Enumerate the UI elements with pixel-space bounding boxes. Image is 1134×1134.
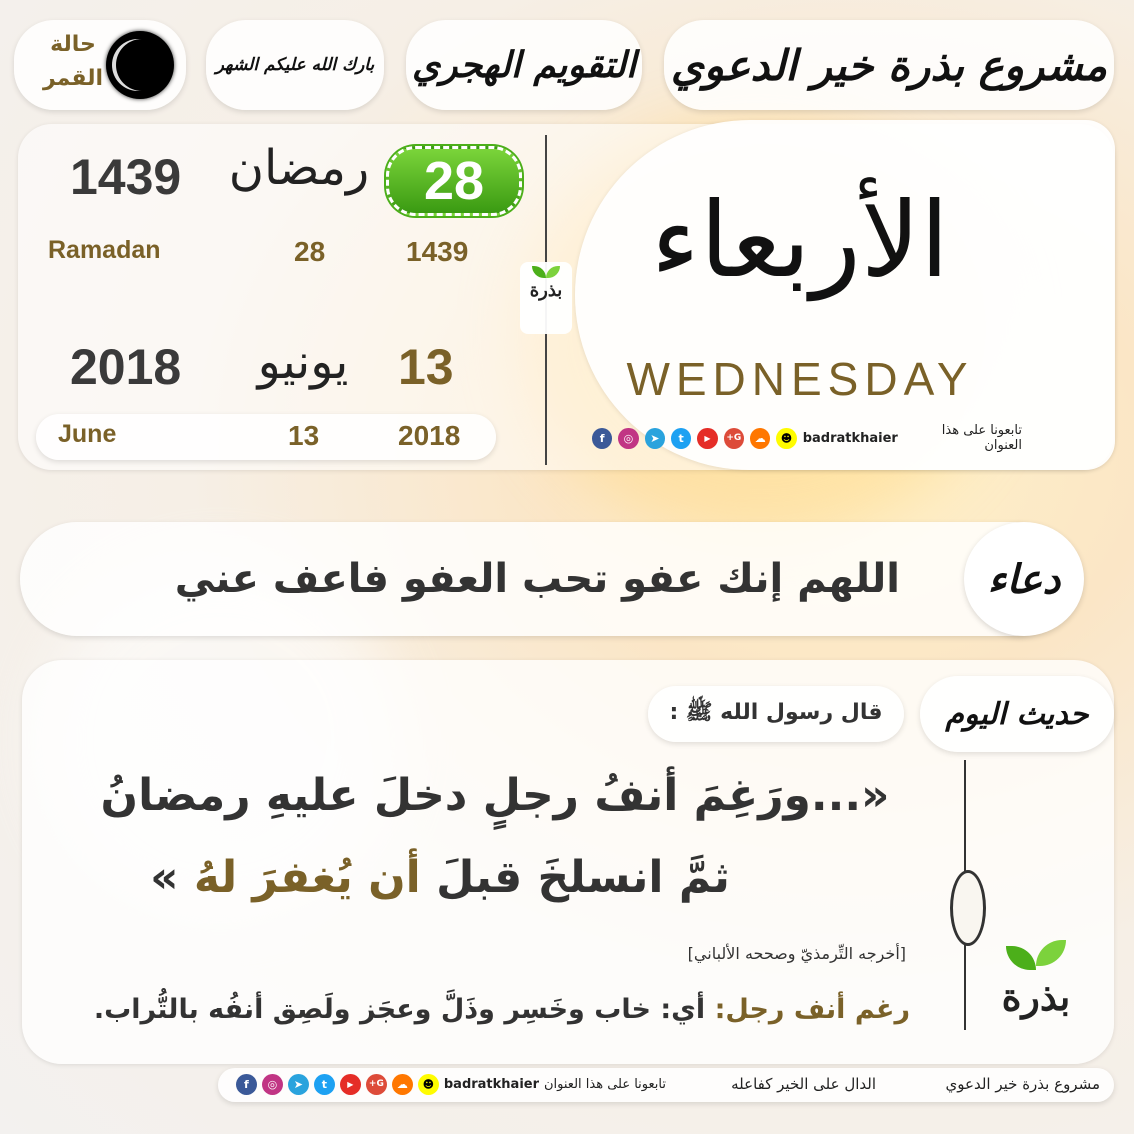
hijri-month-arabic: رمضان <box>228 140 370 196</box>
google-plus-icon[interactable]: G+ <box>366 1074 387 1095</box>
greg-year-small: 2018 <box>398 420 461 451</box>
greg-day-small: 13 <box>288 420 320 451</box>
moon-label: حالة القمر <box>42 32 104 91</box>
soundcloud-icon[interactable]: ☁ <box>392 1074 413 1095</box>
logo-large: بذرة <box>996 940 1076 1060</box>
logo-small: بذرة <box>520 262 572 334</box>
footer-project: مشروع بذرة خير الدعوي <box>945 1075 1100 1093</box>
ornament-icon <box>950 870 986 946</box>
dua-label-circle: دعاء <box>964 522 1084 636</box>
greg-month-arabic: يونيو <box>257 334 349 390</box>
follow-text: تابعونا على هذا العنوان <box>941 423 1022 453</box>
calendar-title-pill <box>406 20 642 110</box>
hijri-month-english: Ramadan <box>48 236 161 264</box>
facebook-icon[interactable]: f <box>236 1074 257 1095</box>
google-plus-icon[interactable]: G+ <box>724 428 744 449</box>
follow-line <box>592 423 1022 453</box>
greeting-pill <box>206 20 384 110</box>
dua-text: اللهم إنك عفو تحب العفو فاعف عني <box>174 556 900 602</box>
greg-day: 13 <box>398 339 454 395</box>
dua-pill <box>20 522 1070 636</box>
instagram-icon[interactable]: ◎ <box>262 1074 283 1095</box>
youtube-icon[interactable]: ▶ <box>697 428 717 449</box>
telegram-icon[interactable]: ➤ <box>645 428 665 449</box>
twitter-icon[interactable]: t <box>671 428 691 449</box>
footer-handle[interactable]: badratkhaier <box>443 1076 539 1092</box>
snapchat-icon[interactable]: ☻ <box>776 428 796 449</box>
hadith-explanation <box>90 994 910 1025</box>
greg-month-english: June <box>58 420 117 448</box>
twitter-icon[interactable]: t <box>314 1074 335 1095</box>
moon-phase-pill <box>14 20 186 110</box>
weekday-english: WEDNESDAY <box>626 353 974 405</box>
hadith-line-2: ثمَّ انسلخَ قبلَ أن يُغفرَ لهُ » <box>150 852 730 903</box>
project-title-pill <box>664 20 1114 110</box>
hadith-intro-pill: قال رسول الله ﷺ : <box>648 686 904 742</box>
moon-icon <box>106 31 174 99</box>
greg-year: 2018 <box>70 339 182 395</box>
hadith-source: [أخرجه التِّرمذيّ وصححه الألباني] <box>687 944 906 963</box>
snapchat-icon[interactable]: ☻ <box>418 1074 439 1095</box>
footer-follow: تابعونا على هذا العنوان badratkhaier ☻ ☁ G+ ▶ t ➤ ◎ f <box>226 1072 666 1096</box>
hijri-year: 1439 <box>70 149 182 205</box>
hadith-label-pill: حديث اليوم <box>920 676 1114 752</box>
project-title: مشروع بذرة خير الدعوي <box>670 40 1108 90</box>
hijri-day-badge: 28 <box>386 146 522 216</box>
greeting-text: بارك الله عليكم الشهر <box>215 55 375 75</box>
hadith-highlight: أن يُغفرَ لهُ <box>193 852 421 903</box>
instagram-icon[interactable]: ◎ <box>618 428 638 449</box>
hadith-line-1: «...ورَغِمَ أنفُ رجلٍ دخلَ عليهِ رمضانُ <box>100 770 890 821</box>
footer-motto: الدال على الخير كفاعله <box>731 1075 876 1093</box>
soundcloud-icon[interactable]: ☁ <box>750 428 770 449</box>
explanation-term: رغم أنف رجل: <box>714 994 910 1025</box>
follow-handle[interactable]: badratkhaier <box>802 430 898 446</box>
hijri-day-small: 28 <box>294 236 326 267</box>
youtube-icon[interactable]: ▶ <box>340 1074 361 1095</box>
weekday-arabic: الأربعاء <box>650 179 950 301</box>
telegram-icon[interactable]: ➤ <box>288 1074 309 1095</box>
facebook-icon[interactable]: f <box>592 428 612 449</box>
hijri-year-small: 1439 <box>406 236 469 267</box>
explanation-text: أي: خاب وخَسِر وذَلَّ وعجَز ولَصِق أنفُه بالتُّراب. <box>93 994 706 1025</box>
calendar-title: التقويم الهجري <box>412 44 636 86</box>
